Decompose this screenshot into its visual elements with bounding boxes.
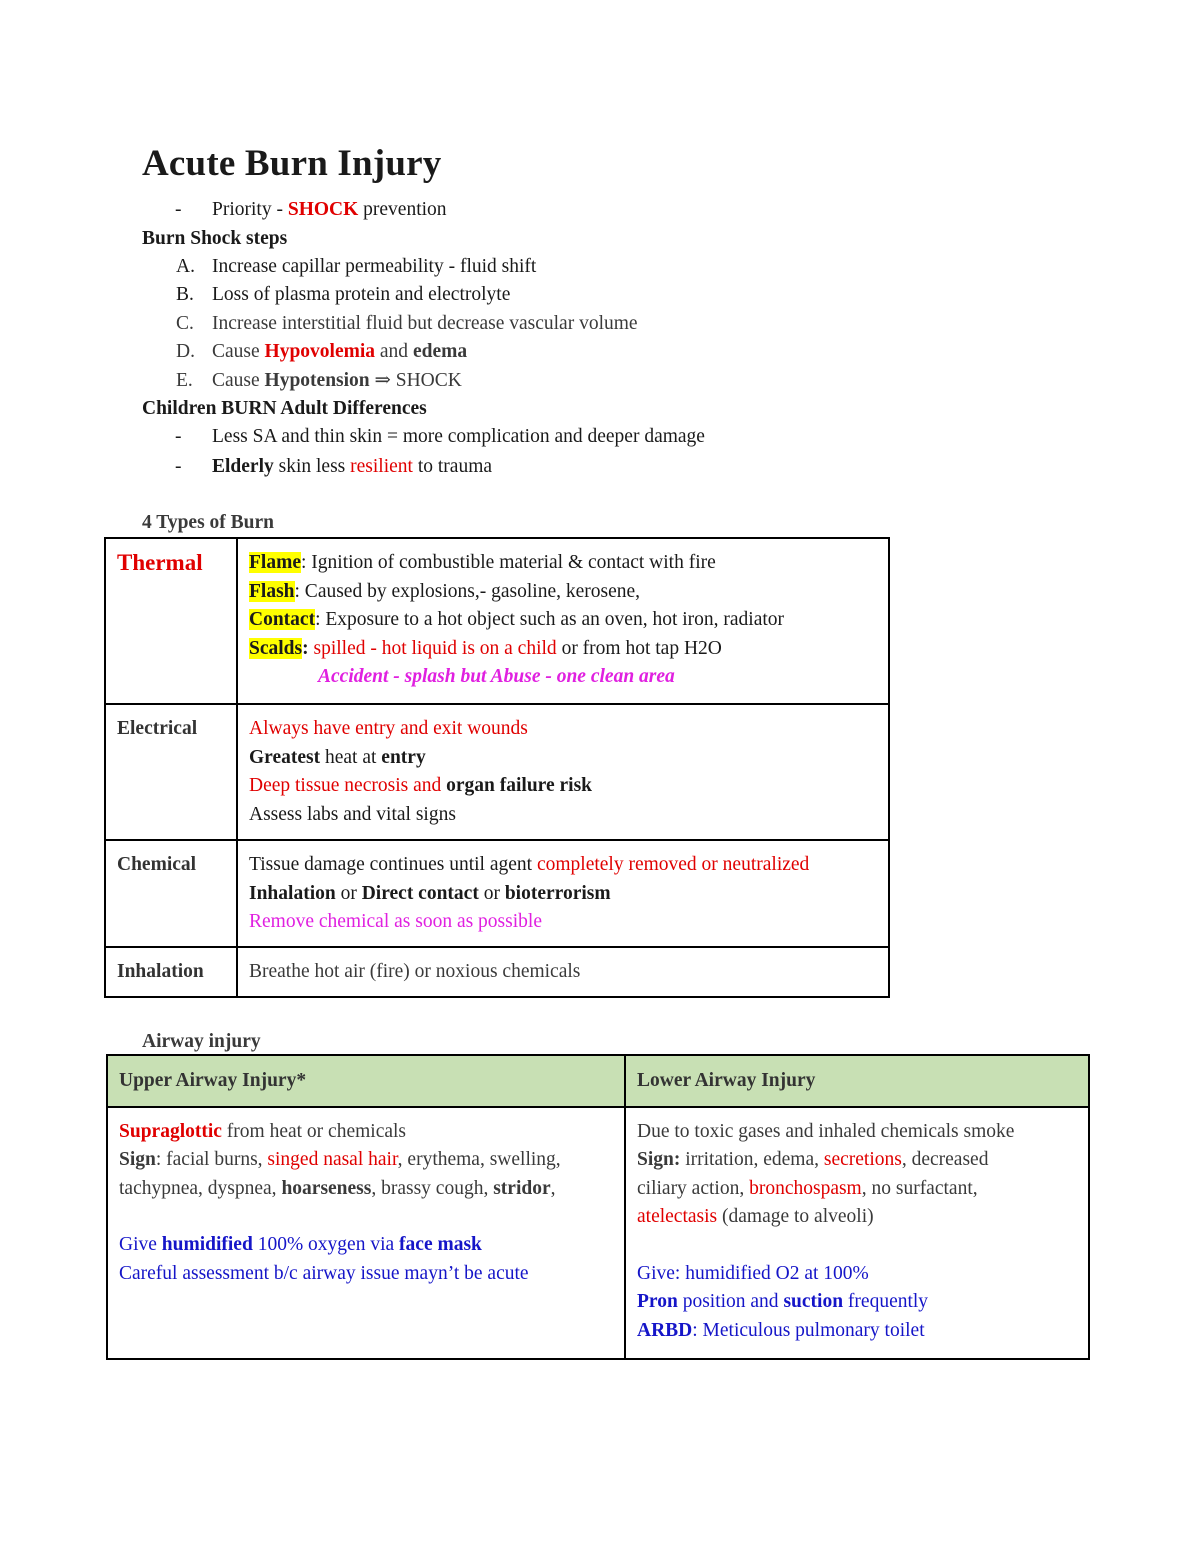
upper-sign-term: Sign: [119, 1149, 156, 1170]
contact-text: : Exposure to a hot object such as an oven, hot iron, radiator: [315, 609, 785, 630]
step-e-post: ⇒ SHOCK: [369, 370, 462, 391]
scalds-text: or from hot tap H2O: [556, 637, 722, 659]
lower-line-7: [637, 1317, 1078, 1346]
chemical-or-2: or: [478, 882, 505, 904]
step-d-mid: and: [375, 341, 413, 362]
children-item-2-mid: skin less: [273, 456, 351, 477]
humidified-term: humidified: [161, 1234, 253, 1255]
lower-line-6a: position and: [677, 1291, 784, 1312]
pron-term: Pron: [637, 1291, 678, 1312]
lower-line-2: [637, 1146, 1078, 1175]
suction-term: suction: [783, 1291, 844, 1312]
flash-term: Flash: [249, 580, 295, 602]
burn-shock-heading: Burn Shock steps: [142, 228, 288, 249]
chemical-line-2: [249, 880, 878, 909]
upper-line-2a: : facial burns,: [155, 1149, 268, 1170]
bioterrorism-term: bioterrorism: [504, 882, 611, 904]
airway-table: [106, 1054, 1090, 1360]
lower-line-4: [637, 1203, 1078, 1232]
burn-types-table: [104, 537, 890, 998]
chemical-line-3: Remove chemical as soon as possible: [249, 911, 542, 932]
thermal-label-text: Thermal: [117, 550, 203, 575]
entry-term: entry: [381, 746, 426, 768]
electrical-line-1: Always have entry and exit wounds: [249, 718, 528, 739]
lower-line-3: [637, 1175, 1078, 1204]
supraglottic-term: Supraglottic: [119, 1120, 222, 1142]
upper-line-5b: 100% oxygen via: [252, 1234, 400, 1255]
scalds-colon: :: [302, 637, 309, 659]
stridor-term: stridor: [493, 1177, 551, 1199]
lower-line-5: Give: humidified O2 at 100%: [637, 1262, 869, 1284]
flame-line: [249, 549, 878, 578]
lower-line-2b: , decreased: [901, 1149, 989, 1170]
chemical-label: Chemical: [105, 840, 237, 947]
secretions-term: secretions: [823, 1149, 902, 1170]
lower-line-6b: frequently: [843, 1291, 929, 1312]
list-bullet: -: [175, 426, 182, 447]
lower-airway-header: Lower Airway Injury: [625, 1055, 1089, 1107]
upper-line-2b: , erythema, swelling,: [397, 1149, 561, 1170]
lower-line-3b: , no surfactant,: [861, 1177, 978, 1199]
elderly-term: Elderly: [212, 456, 274, 477]
step-e: [212, 369, 462, 393]
flame-text: : Ignition of combustible material & contact with fire: [300, 552, 716, 573]
step-marker: A.: [176, 256, 195, 277]
children-item-2: [212, 455, 492, 479]
chemical-or-1: or: [335, 882, 362, 904]
priority-line: [212, 198, 447, 222]
step-marker: C.: [176, 313, 194, 334]
table-row: [105, 538, 889, 704]
hoarseness-term: hoarseness: [281, 1177, 372, 1199]
flash-line: [249, 578, 878, 607]
chemical-line-1-text: Tissue damage continues until agent: [249, 854, 537, 875]
arbd-term: ARBD: [637, 1319, 693, 1341]
inhalation-details: Breathe hot air (fire) or noxious chemicals: [237, 947, 889, 997]
step-c: Increase interstitial fluid but decrease vascular volume: [212, 313, 638, 334]
table-row: [107, 1107, 1089, 1359]
upper-line-5a: Give: [119, 1234, 162, 1255]
table-row: [105, 840, 889, 947]
upper-line-3b: , brassy cough,: [371, 1177, 494, 1199]
table-row: [105, 704, 889, 840]
upper-line-1-text: from heat or chemicals: [221, 1120, 407, 1142]
step-e-pre: Cause: [212, 370, 265, 391]
electrical-label: Electrical: [105, 704, 237, 840]
step-marker: D.: [176, 341, 195, 362]
upper-line-2: [119, 1146, 614, 1175]
lower-sign-term: Sign:: [637, 1149, 681, 1170]
thermal-details: [237, 538, 889, 704]
thermal-label: [105, 538, 237, 704]
electrical-line-2: [249, 744, 878, 773]
flame-term: Flame: [249, 552, 301, 573]
children-heading: Children BURN Adult Differences: [142, 398, 427, 419]
children-item-2-post: to trauma: [412, 456, 493, 477]
lower-line-3a: ciliary action,: [637, 1177, 750, 1199]
inhalation-term: Inhalation: [249, 882, 336, 904]
step-d-pre: Cause: [212, 341, 265, 362]
flash-text: : Caused by explosions,- gasoline, kerosene,: [294, 580, 641, 602]
atelectasis-term: atelectasis: [637, 1206, 718, 1227]
lower-airway-details: [625, 1107, 1089, 1359]
greatest-term: Greatest: [249, 746, 321, 768]
spacer: [119, 1203, 614, 1231]
types-heading: 4 Types of Burn: [142, 512, 275, 533]
resilient-term: resilient: [350, 456, 413, 477]
priority-suffix: prevention: [358, 199, 447, 220]
chemical-line-1-red: completely removed or neutralized: [536, 854, 810, 875]
priority-prefix: Priority -: [212, 199, 288, 220]
electrical-line-3: [249, 772, 878, 801]
electrical-details: [237, 704, 889, 840]
step-marker: E.: [176, 370, 193, 391]
upper-airway-details: [107, 1107, 625, 1359]
list-bullet: -: [175, 456, 182, 477]
upper-line-6: Careful assessment b/c airway issue mayn’t be acute: [119, 1262, 529, 1284]
spacer: [637, 1232, 1078, 1260]
airway-heading: Airway injury: [142, 1031, 261, 1052]
lower-line-4-text: (damage to alveoli): [717, 1206, 874, 1227]
hypovolemia-term: Hypovolemia: [264, 341, 376, 362]
list-bullet: -: [175, 199, 182, 220]
upper-line-1: [119, 1118, 614, 1147]
lower-line-1: Due to toxic gases and inhaled chemicals smoke: [637, 1120, 1015, 1142]
electrical-line-2-mid: heat at: [320, 746, 382, 768]
scalds-term: Scalds: [249, 637, 303, 659]
electrical-line-4: Assess labs and vital signs: [249, 803, 456, 825]
table-row: [105, 947, 889, 997]
abuse-note: Accident - splash but Abuse - one clean area: [318, 666, 675, 687]
lower-line-7-text: : Meticulous pulmonary toilet: [692, 1319, 925, 1341]
step-b: Loss of plasma protein and electrolyte: [212, 284, 511, 305]
hypotension-term: Hypotension: [264, 370, 370, 391]
inhalation-label: Inhalation: [105, 947, 237, 997]
chemical-line-1: [249, 851, 878, 880]
chemical-details: [237, 840, 889, 947]
upper-airway-header: Upper Airway Injury*: [107, 1055, 625, 1107]
step-marker: B.: [176, 284, 194, 305]
face-mask-term: face mask: [399, 1234, 482, 1255]
contact-line: [249, 606, 878, 635]
scalds-red: spilled - hot liquid is on a child: [308, 637, 557, 659]
table-header-row: [107, 1055, 1089, 1107]
upper-line-3: [119, 1175, 614, 1204]
singed-hair-term: singed nasal hair: [267, 1149, 398, 1170]
direct-contact-term: Direct contact: [361, 882, 479, 904]
bronchospasm-term: bronchospasm: [749, 1177, 862, 1199]
step-d: [212, 340, 467, 364]
upper-line-3a: tachypnea, dyspnea,: [119, 1177, 282, 1199]
organ-failure-term: organ failure risk: [446, 775, 593, 796]
page-title: Acute Burn Injury: [142, 143, 442, 184]
children-item-1: Less SA and thin skin = more complication and deeper damage: [212, 426, 705, 447]
scalds-line: [249, 635, 878, 664]
step-a: Increase capillar permeability - fluid shift: [212, 256, 537, 277]
upper-line-3c: ,: [550, 1177, 556, 1199]
contact-term: Contact: [249, 609, 316, 630]
necrosis-text: Deep tissue necrosis and: [249, 775, 447, 796]
lower-line-2a: irritation, edema,: [680, 1149, 824, 1170]
shock-highlight: SHOCK: [287, 199, 359, 220]
upper-line-5: [119, 1231, 614, 1260]
edema-term: edema: [412, 341, 468, 362]
lower-line-6: [637, 1288, 1078, 1317]
